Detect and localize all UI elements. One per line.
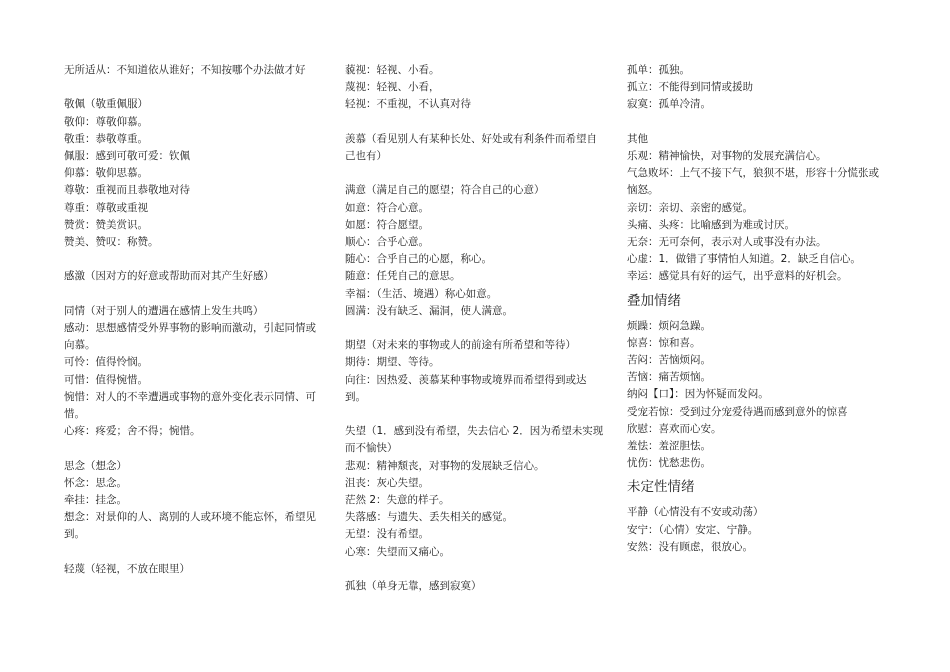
paragraph-gap	[64, 251, 326, 268]
text-line: 思念（想念）	[64, 459, 127, 472]
text-line: 敬重：恭敬尊重。	[64, 132, 148, 145]
section-heading: 未定性情绪	[627, 479, 695, 496]
text-line: 寂寞：孤单冷清。	[627, 98, 711, 111]
text-line: 尊重：尊敬或重视	[64, 201, 148, 214]
text-line: 气急败坏：上气不接下气，狼狈不堪，形容十分慌张或恼怒。	[627, 167, 879, 197]
text-line: 敬佩（敬重佩服）	[64, 98, 148, 111]
text-line: 赞赏：赞美赏识。	[64, 218, 148, 231]
text-line: 失落感：与遗失、丢失相关的感觉。	[345, 511, 513, 524]
text-line: 乐观：精神愉快，对事物的发展充满信心。	[627, 150, 827, 162]
text-line: 失望（1．感到没有希望，失去信心 2．因为希望未实现而不愉快）	[345, 425, 604, 455]
text-line: 感动：思想感情受外界事物的影响而激动，引起同情或向慕。	[64, 322, 316, 352]
text-line: 心寒：失望而又痛心。	[345, 545, 450, 558]
text-line: 烦躁：烦闷急躁。	[627, 319, 711, 332]
text-line: 幸福：（生活、境遇）称心如意。	[345, 287, 498, 300]
paragraph-gap	[64, 286, 326, 303]
text-line: 同情（对于别人的遭遇在感情上发生共鸣）	[64, 304, 264, 317]
text-line: 羡慕（看见别人有某种长处、好处或有利条件而希望自己也有）	[345, 132, 597, 162]
text-column-middle	[345, 62, 607, 595]
text-line: 受宠若惊：受到过分宠爱待遇而感到意外的惊喜	[627, 405, 848, 418]
text-line: 纳闷【口】：因为怀疑而发闷。	[627, 388, 769, 401]
text-line: 随意：任凭自己的意思。	[345, 270, 461, 283]
text-line: 藐视：轻视、小看。	[345, 64, 440, 76]
text-line: 轻视：不重视，不认真对待	[345, 98, 471, 111]
text-line: 无望：没有希望。	[345, 528, 429, 541]
text-line: 惊喜：惊和喜。	[627, 336, 701, 349]
text-line: 赞美、赞叹：称赞。	[64, 236, 159, 249]
text-line: 欣慰：喜欢而心安。	[627, 422, 722, 435]
text-line: 亲切：亲切、亲密的感觉。	[627, 201, 753, 214]
text-line: 佩服：感到可敬可爱：钦佩	[64, 150, 190, 162]
text-line: 想念：对景仰的人、离别的人或环境不能忘怀，希望见到。	[64, 511, 316, 541]
text-line: 沮丧：灰心失望。	[345, 476, 429, 489]
text-line: 其他	[627, 132, 648, 145]
text-line: 怀念：思念。	[64, 476, 127, 489]
paragraph-gap	[64, 79, 326, 96]
text-line: 苦恼：痛苦烦恼。	[627, 371, 711, 384]
text-line: 孤独（单身无靠，感到寂寞）	[345, 580, 482, 593]
paragraph-gap	[345, 406, 607, 423]
text-line: 如意：符合心意。	[345, 201, 429, 214]
text-line: 孤立：不能得到同情或援助	[627, 81, 753, 94]
text-line: 顺心：合乎心意。	[345, 236, 429, 248]
paragraph-gap	[345, 165, 607, 182]
text-line: 可怜：值得怜悯。	[64, 356, 148, 369]
text-line: 随心：合乎自己的心愿，称心。	[345, 253, 492, 266]
paragraph-gap	[345, 114, 607, 131]
text-line: 平静（心情没有不安或动荡）	[627, 506, 764, 519]
text-line: 敬仰：尊敬仰慕。	[64, 115, 148, 128]
text-line: 孤单：孤独。	[627, 64, 690, 76]
text-column-right	[627, 62, 889, 556]
text-line: 无所适从：不知道依从谁好；不知按哪个办法做才好	[64, 64, 306, 76]
text-line: 牵挂：挂念。	[64, 494, 127, 507]
text-line: 羞怯：羞涩胆怯。	[627, 440, 711, 453]
paragraph-gap	[345, 320, 607, 337]
text-line: 安宁：（心情）安定、宁静。	[627, 523, 759, 536]
text-line: 忧伤：忧愁悲伤。	[627, 457, 711, 470]
text-line: 仰慕：敬仰思慕。	[64, 167, 148, 180]
text-line: 幸运：感觉具有好的运气，出乎意料的好机会。	[627, 270, 848, 283]
text-line: 惋惜：对人的不幸遭遇或事物的意外变化表示同情、可惜。	[64, 390, 316, 421]
text-line: 期望（对未来的事物或人的前途有所希望和等待）	[345, 339, 576, 352]
text-line: 无奈：无可奈何，表示对人或事没有办法。	[627, 236, 827, 249]
text-line: 如愿：符合愿望。	[345, 218, 429, 231]
text-line: 苦闷：苦恼烦闷。	[627, 354, 711, 367]
text-line: 满意（满足自己的愿望；符合自己的心意）	[345, 184, 545, 197]
text-line: 心虚：1．做错了事情怕人知道。2．缺乏自信心。	[627, 253, 861, 266]
paragraph-gap	[64, 440, 326, 457]
text-line: 可惜：值得惋惜。	[64, 373, 148, 386]
text-line: 茫然 2：失意的样子。	[345, 494, 450, 507]
paragraph-gap	[627, 114, 889, 131]
text-line: 向往：因热爱、羡慕某种事物或境界而希望得到或达到。	[345, 373, 587, 403]
text-line: 头痛、头疼：比喻感到为难或讨厌。	[627, 218, 795, 231]
text-line: 蔑视：轻视、小看，	[345, 81, 440, 94]
text-line: 感激（因对方的好意或帮助而对其产生好感）	[64, 270, 274, 283]
section-heading: 叠加情绪	[627, 292, 681, 309]
text-line: 期待：期望、等待。	[345, 356, 440, 369]
text-line: 尊敬：重视而且恭敬地对待	[64, 184, 190, 197]
paragraph-gap	[64, 544, 326, 561]
text-line: 安然：没有顾虑，很放心。	[627, 540, 753, 553]
paragraph-gap	[345, 561, 607, 578]
text-line: 悲观：精神颓丧，对事物的发展缺乏信心。	[345, 459, 545, 472]
text-line: 圆满：没有缺乏、漏洞，使人满意。	[345, 304, 513, 317]
text-line: 轻蔑（轻视，不放在眼里）	[64, 562, 190, 575]
text-line: 心疼：疼爱；舍不得；惋惜。	[64, 425, 201, 438]
text-column-left	[64, 62, 326, 578]
